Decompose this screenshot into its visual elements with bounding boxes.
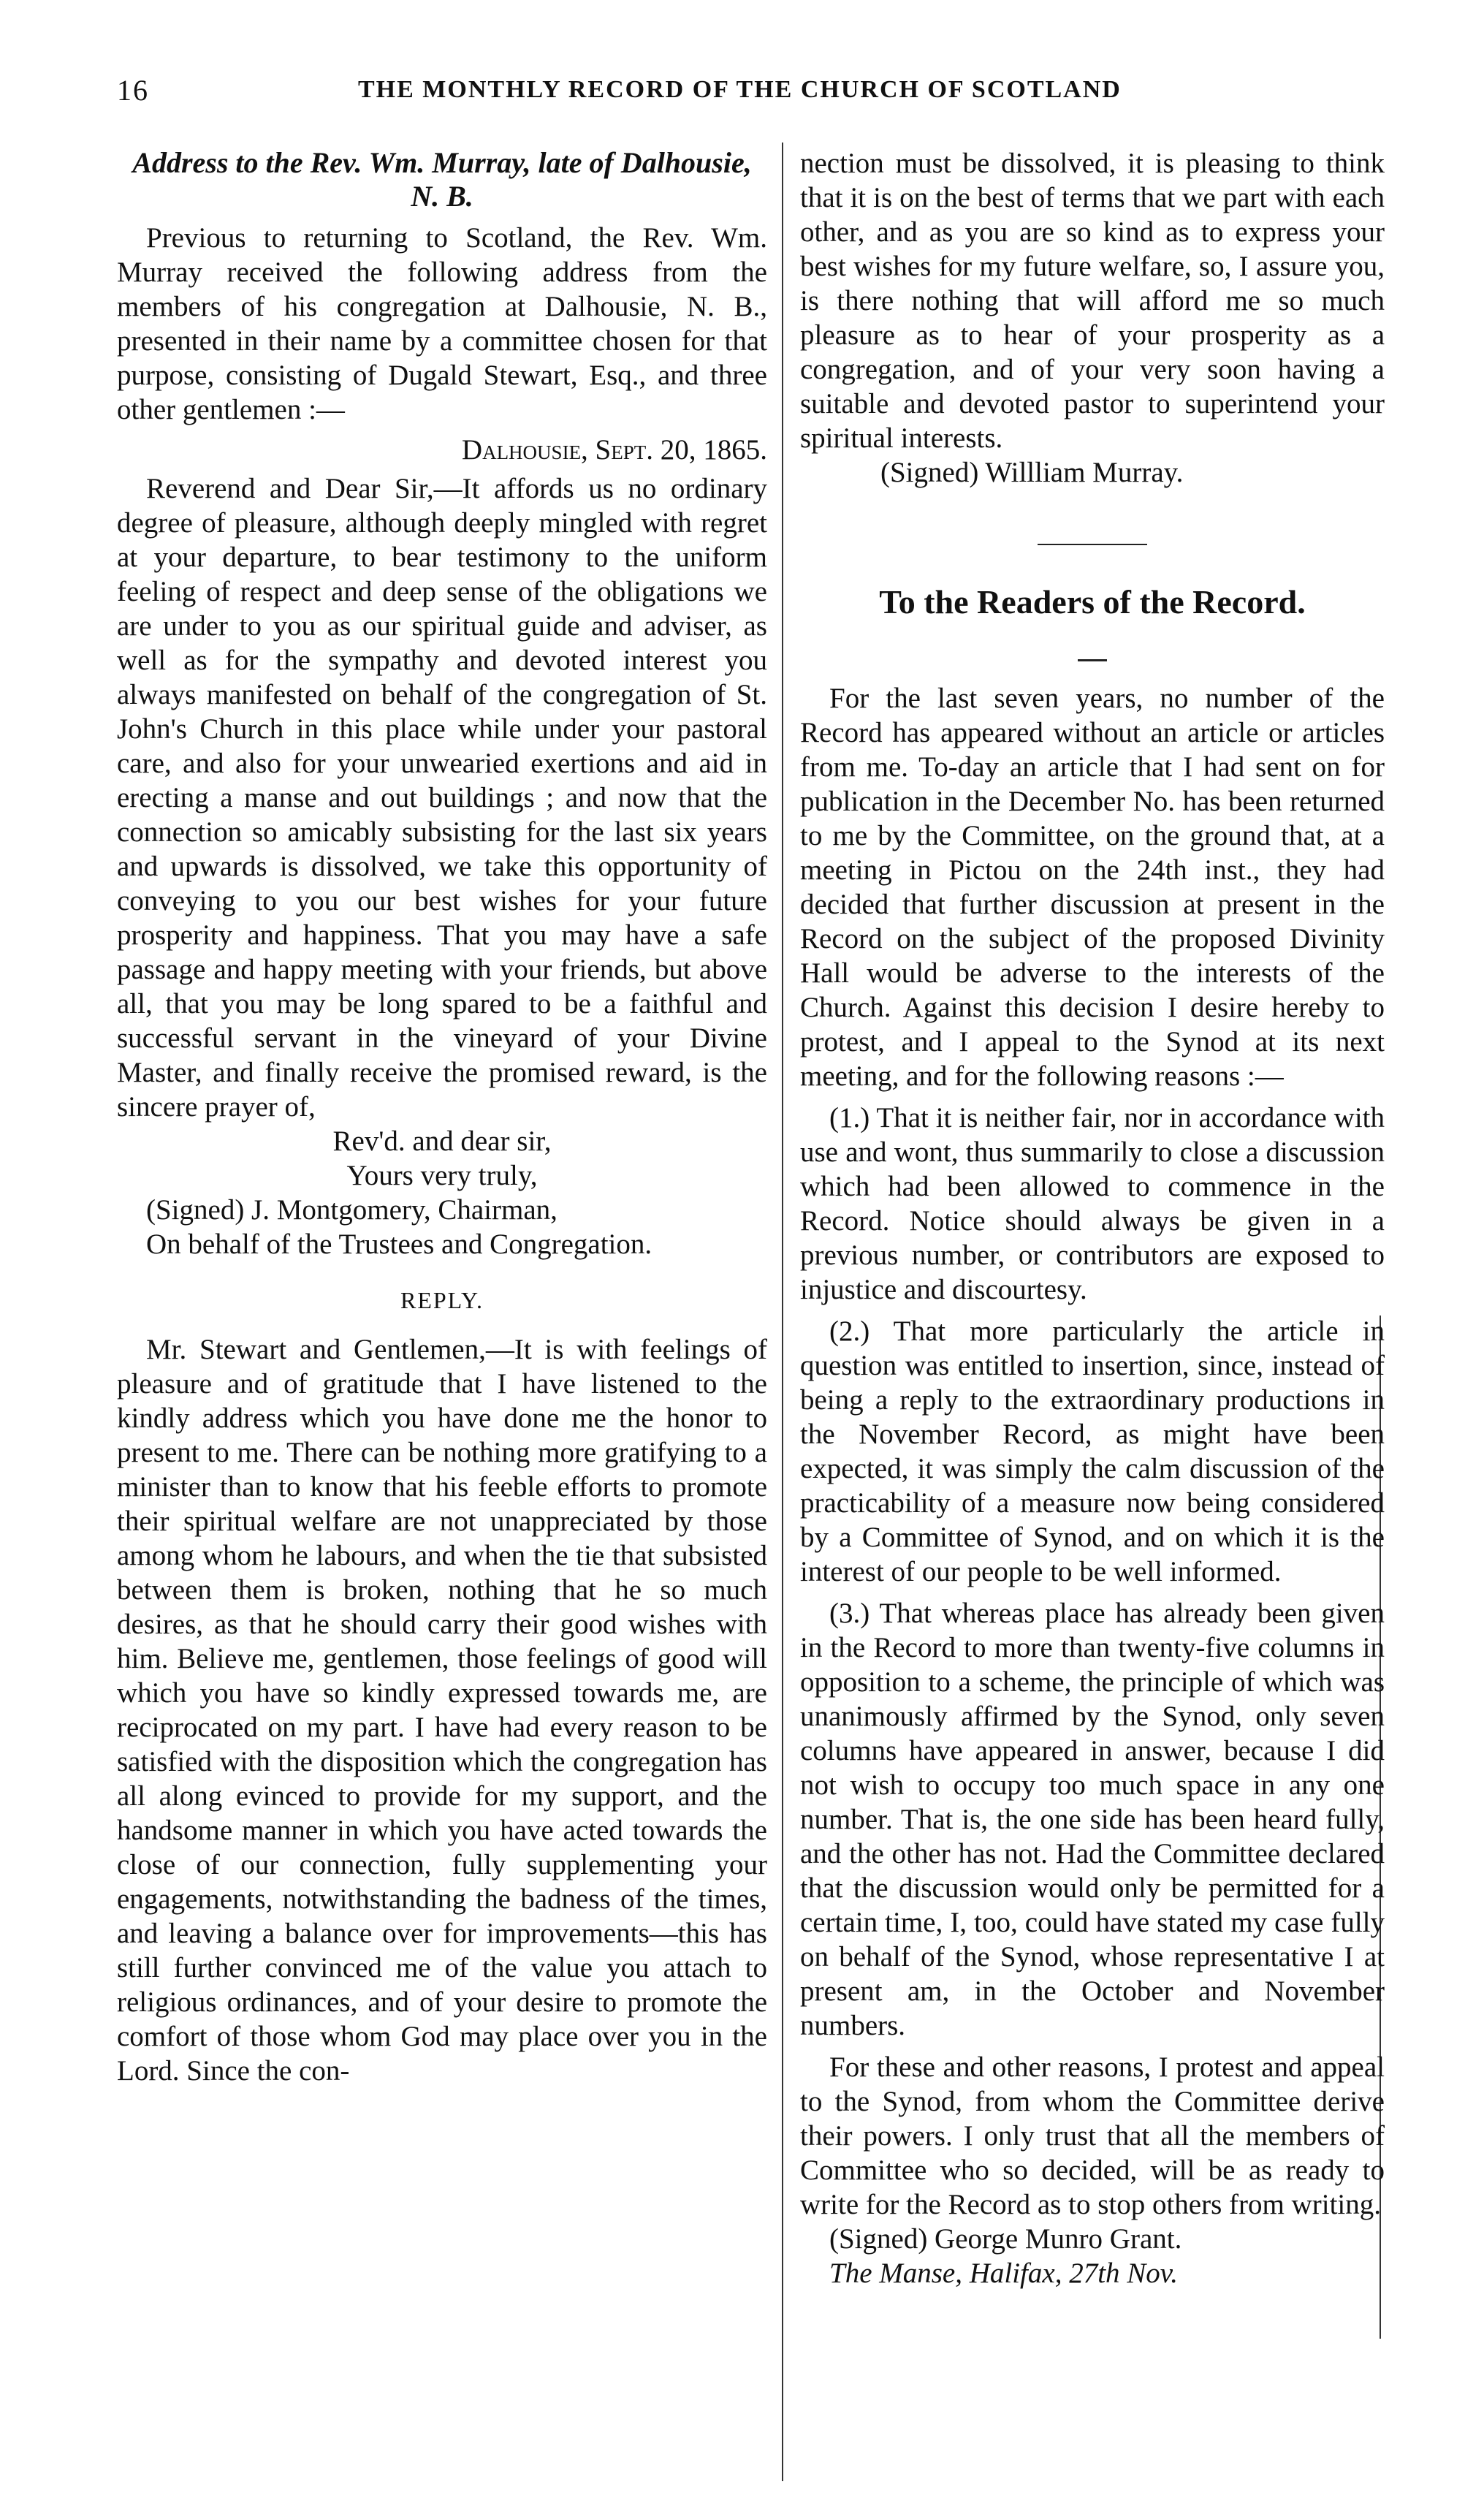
page-header: [117, 73, 1388, 124]
address-signature-2: On behalf of the Trustees and Congregation.: [146, 1229, 652, 1260]
readers-para-1: For the last seven years, no number of the Record has appeared without an article or articles from me. To-day an article that I had sent on for publication in the December No. has been returned to me by the Committee, on the ground that, at a meeting in Pictou on the 24th inst., they had decided that further discussion at present in the Record on the subject of the proposed Divinity Hall would be adverse to the interests of the Church. Against this decision I desire hereby to protest, and I appeal to the Synod at its next meeting, and for the following reasons :—: [800, 683, 1385, 1092]
running-title: THE MONTHLY RECORD OF THE CHURCH OF SCOTLAND: [358, 76, 1122, 103]
address-body: Reverend and Dear Sir,—It affords us no ordinary degree of pleasure, although deeply mingled with regret at your departure, to bear testimony to the uniform feeling of respect and deep sense of the obligations we are under to you as our spiritual guide and adviser, as well as for the sympathy and devoted interest you always manifested on behalf of the congregation of St. John's Church in this place while under your pastoral care, and also for your unwearied exertions and aid in erecting a manse and out buildings ; and now that the connection so amicably subsisting for the last six years and upwards is dissolved, we take this opportunity of conveying to you our best wishes for your future prosperity and happiness. That you may have a safe passage and happy meeting with your friends, but above all, that you may be long spared to be a faithful and successful servant in the vineyard of your Divine Master, and finally receive the promised reward, is the sincere prayer of,: [117, 473, 767, 1123]
left-column: [117, 146, 767, 2088]
readers-section-title: To the Readers of the Record.: [879, 583, 1306, 620]
readers-para-5: For these and other reasons, I protest and appeal to the Synod, from whom the Committee derive their powers. I only trust that all the members of Committee who so decided, will be as ready to write for the Record as to stop others from writing.: [800, 2051, 1385, 2220]
section-separator: [800, 519, 1385, 553]
address-intro: Previous to returning to Scotland, the Rev. Wm. Murray received the following address from the members of his congregation at Dalhousie, N. B., presented in their name by a committee chosen for that purpose, consisting of Dugald Stewart, Esq., and three other gentlemen :—: [117, 222, 767, 425]
readers-para-3: (2.) That more particularly the article in question was entitled to insertion, since, instead of being a reply to the extraordinary productions in the November Record, as might have been expected, it was simply the calm discussion of the practicability of a measure now being considered by a Committee of Synod, and on which it is the interest of our people to be well informed.: [800, 1316, 1385, 1587]
address-dateline: Dalhousie, Sept. 20, 1865.: [461, 434, 767, 466]
right-column: [800, 146, 1385, 2290]
address-closing-2: Yours very truly,: [346, 1160, 538, 1191]
column-divider: [782, 143, 783, 2481]
readers-place-date: The Manse, Halifax, 27th Nov.: [829, 2258, 1178, 2289]
reply-signature: (Signed) Willliam Murray.: [880, 457, 1184, 488]
reply-heading: REPLY.: [400, 1287, 484, 1313]
address-signature: (Signed) J. Montgomery, Chairman,: [146, 1194, 558, 1226]
title-dash: [800, 635, 1385, 669]
reply-body: Mr. Stewart and Gentlemen,—It is with feelings of pleasure and of gratitude that I have listened to the kindly address which you have done me the honor to present to me. There can be nothing more gratifying to a minister than to know that his feeble efforts to promote their spiritual welfare are not unappreciated by those among whom he labours, and when the tie that subsisted between them is broken, nothing that he so much desires, as that he should carry their good wishes with him. Believe me, gentlemen, those feelings of good will which you have so kindly expressed towards me, are reciprocated on my part. I have had every reason to be satisfied with the disposition which the congregation has all along evinced to provide for my support, and the handsome manner in which you have acted towards the close of our connection, fully supplementing your engagements, notwithstanding the badness of the times, and leaving a balance over for improvements—this has still further convinced me of the value you attach to religious ordinances, and of your desire to promote the comfort of those whom God may place over you in the Lord. Since the con-: [117, 1334, 767, 2087]
reply-continuation: nection must be dissolved, it is pleasing to think that it is on the best of terms that we part with each other, and as you are so kind as to express your best wishes for my future welfare, so, I assure you, is there nothing that will afford me so much pleasure as to hear of your prosperity as a congregation, and of your very soon having a suitable and devoted pastor to superintend your spiritual interests.: [800, 148, 1385, 454]
readers-para-2: (1.) That it is neither fair, nor in accordance with use and wont, thus summarily to close a discussion which had been allowed to commence in the Record. Notice should always be given in a previous number, or contributors are exposed to injustice and discourtesy.: [800, 1102, 1385, 1305]
readers-para-4: (3.) That whereas place has already been given in the Record to more than twenty-five columns in opposition to a scheme, the principle of which was unanimously affirmed by the Synod, only seven columns have appeared in answer, because I did not wish to occupy too much space in any one number. That is, the one side has been heard fully, and the other has not. Had the Committee declared that the discussion would only be permitted for a certain time, I, too, could have stated my case fully on behalf of the Synod, whose representative I at present am, in the October and November numbers.: [800, 1598, 1385, 2041]
address-title: Address to the Rev. Wm. Murray, late of Dalhousie, N. B.: [132, 146, 752, 213]
address-closing-1: Rev'd. and dear sir,: [332, 1125, 552, 1157]
page-number: 16: [117, 74, 149, 107]
readers-signature: (Signed) George Munro Grant.: [829, 2223, 1182, 2255]
